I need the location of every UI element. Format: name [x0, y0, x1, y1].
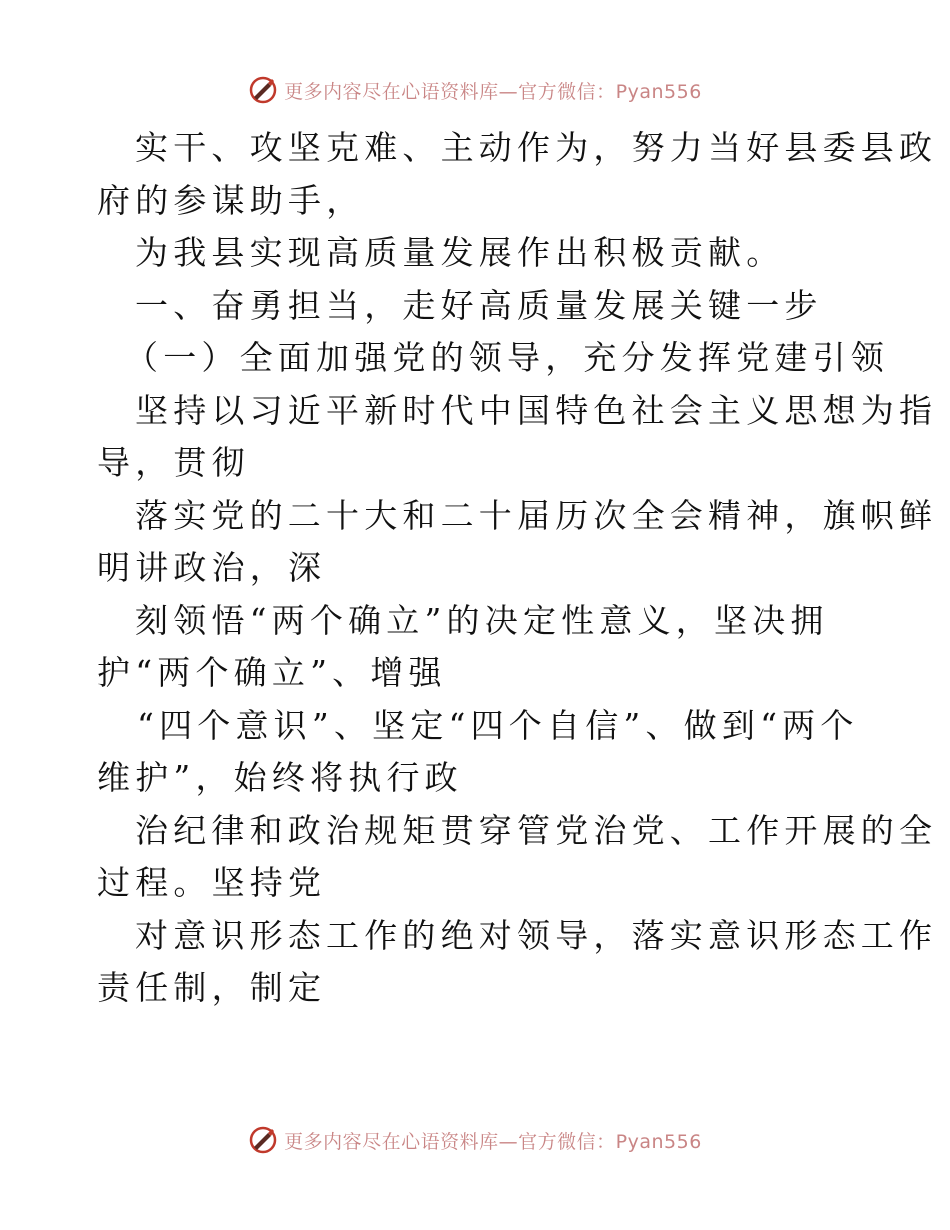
- text-line-3: 为我县实现高质量发展作出积极贡献。: [135, 233, 785, 272]
- text-line-11: 护“两个确立”、增强: [97, 653, 447, 692]
- footer-watermark-banner: [0, 1120, 950, 1160]
- pen-logo-icon: [248, 1125, 278, 1155]
- text-line-16: 对意识形态工作的绝对领导，落实意识形态工作: [135, 915, 938, 955]
- text-line-10: 刻领悟“两个确立”的决定性意义，坚决拥: [135, 600, 829, 640]
- text-line-2: 府的参谋助手，: [97, 180, 365, 220]
- text-line-5: （一）全面加强党的领导，充分发挥党建引领: [125, 338, 889, 377]
- text-line-14: 治纪律和政治规矩贯穿管党治党、工作开展的全: [135, 810, 938, 850]
- footer-watermark-text: 更多内容尽在心语资料库—官方微信：Pyan556: [284, 1130, 702, 1153]
- text-line-13: 维护”，始终将执行政: [97, 758, 463, 797]
- header-watermark-text: 更多内容尽在心语资料库—官方微信：Pyan556: [284, 80, 702, 103]
- text-line-12: “四个意识”、坚定“四个自信”、做到“两个: [137, 705, 859, 745]
- text-line-7: 导，贯彻: [97, 443, 250, 482]
- document-body: [97, 122, 938, 1015]
- text-line-4: 一、奋勇担当，走好高质量发展关键一步: [135, 285, 823, 325]
- text-line-15: 过程。坚持党: [97, 863, 327, 902]
- text-line-9: 明讲政治，深: [97, 548, 327, 587]
- text-line-6: 坚持以习近平新时代中国特色社会主义思想为指: [135, 390, 938, 430]
- pen-logo-icon: [248, 75, 278, 105]
- text-line-17: 责任制，制定: [97, 968, 327, 1007]
- text-line-1: 实干、攻坚克难、主动作为，努力当好县委县政: [135, 128, 938, 167]
- header-watermark-banner: [0, 70, 950, 110]
- text-line-8: 落实党的二十大和二十届历次全会精神，旗帜鲜: [135, 495, 938, 535]
